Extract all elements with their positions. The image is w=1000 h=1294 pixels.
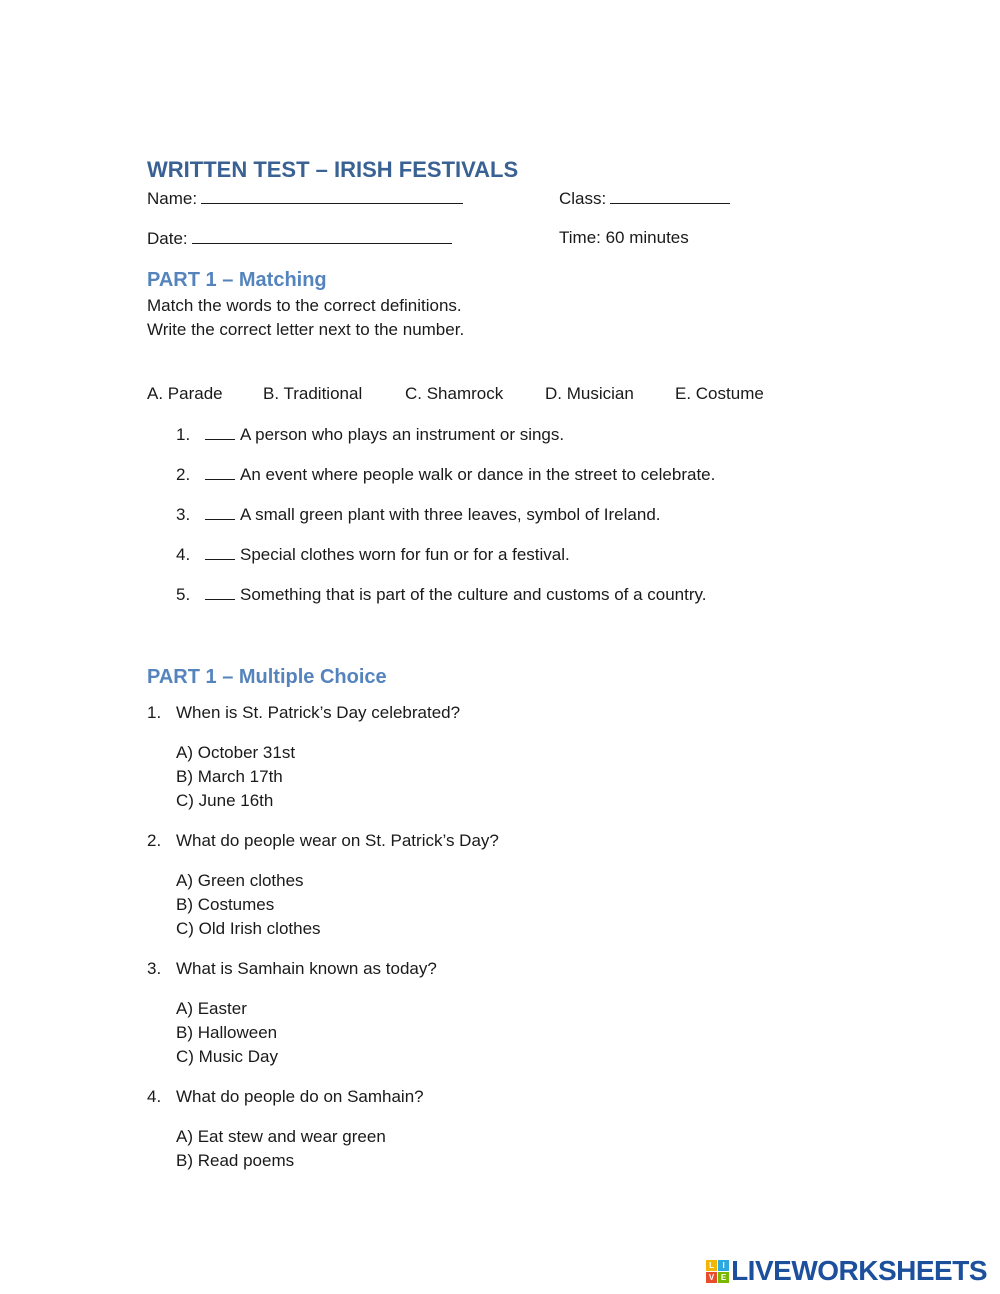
part1-instruction-2: Write the correct letter next to the number. [147,320,465,339]
question-text: What do people do on Samhain? [176,1087,424,1106]
part2-heading: PART 1 – Multiple Choice [147,666,387,688]
answer-option[interactable]: A) Green clothes [176,871,304,890]
word-option-c: C. Shamrock [405,384,504,403]
question-text: What do people wear on St. Patrick’s Day? [176,831,499,850]
date-field[interactable] [147,229,452,247]
logo-letter: V [706,1272,717,1283]
name-label: Name: [147,189,198,208]
answer-option[interactable]: B) March 17th [176,767,283,786]
answer-option[interactable]: C) Old Irish clothes [176,919,321,938]
matching-item [176,585,707,603]
liveworksheets-logo[interactable] [706,1257,987,1285]
name-field[interactable] [147,189,463,207]
item-number: 4. [176,545,191,564]
matching-item [176,425,564,443]
matching-item [176,545,570,563]
question-number: 3. [147,959,162,978]
answer-option[interactable]: A) Eat stew and wear green [176,1127,386,1146]
answer-option[interactable]: B) Costumes [176,895,275,914]
class-label: Class: [559,189,607,208]
answer-blank[interactable] [205,545,235,560]
item-number: 3. [176,505,191,524]
question-number: 2. [147,831,162,850]
name-line[interactable] [201,189,463,204]
page-title: WRITTEN TEST – IRISH FESTIVALS [147,157,519,182]
logo-letter: I [718,1260,729,1271]
date-label: Date: [147,229,188,248]
logo-mark-icon [706,1260,729,1283]
word-option-b: B. Traditional [263,384,363,403]
item-number: 2. [176,465,191,484]
answer-blank[interactable] [205,585,235,600]
answer-blank[interactable] [205,465,235,480]
item-definition: A small green plant with three leaves, symbol of Ireland. [240,505,661,524]
question [147,1088,424,1105]
logo-letter: E [718,1272,729,1283]
question-number: 1. [147,703,162,722]
question [147,832,499,849]
item-definition: Something that is part of the culture and customs of a country. [240,585,707,604]
item-definition: An event where people walk or dance in the street to celebrate. [240,465,716,484]
item-number: 1. [176,425,191,444]
answer-option[interactable]: C) June 16th [176,791,274,810]
word-option-a: A. Parade [147,384,223,403]
question-text: What is Samhain known as today? [176,959,437,978]
item-definition: Special clothes worn for fun or for a festival. [240,545,570,564]
answer-blank[interactable] [205,425,235,440]
item-definition: A person who plays an instrument or sings. [240,425,565,444]
logo-letter: L [706,1260,717,1271]
class-line[interactable] [610,189,730,204]
answer-blank[interactable] [205,505,235,520]
matching-item [176,465,715,483]
matching-item [176,505,661,523]
item-number: 5. [176,585,191,604]
question [147,704,460,721]
part1-heading: PART 1 – Matching [147,269,327,291]
class-field[interactable] [559,189,730,207]
part1-instruction-1: Match the words to the correct definitions. [147,296,462,315]
word-option-d: D. Musician [545,384,634,403]
answer-option[interactable]: C) Music Day [176,1047,279,1066]
logo-text: LIVEWORKSHEETS [731,1255,987,1286]
question-number: 4. [147,1087,162,1106]
question-text: When is St. Patrick’s Day celebrated? [176,703,461,722]
answer-option[interactable]: A) Easter [176,999,247,1018]
answer-option[interactable]: B) Read poems [176,1151,295,1170]
question [147,960,437,977]
answer-option[interactable]: B) Halloween [176,1023,278,1042]
answer-option[interactable]: A) October 31st [176,743,296,762]
time-label: Time: 60 minutes [559,228,689,247]
date-line[interactable] [192,229,452,244]
word-option-e: E. Costume [675,384,764,403]
